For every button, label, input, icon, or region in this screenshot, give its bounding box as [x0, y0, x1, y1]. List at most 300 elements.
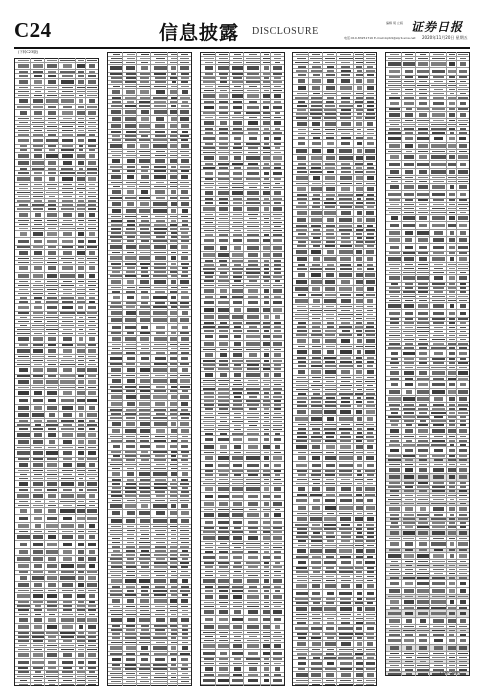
table-cell: [180, 332, 189, 334]
table-cell: [35, 614, 42, 616]
table-cell: [433, 343, 444, 345]
table-column-rule: [30, 58, 31, 686]
table-cell: [449, 424, 455, 426]
table-cell: [312, 339, 320, 343]
table-cell: [339, 506, 353, 510]
table-cell: [298, 657, 306, 659]
table-cell: [434, 459, 443, 461]
table-cell: [232, 479, 244, 481]
table-cell: [311, 405, 322, 407]
table-cell: [403, 397, 415, 401]
table-cell: [205, 521, 213, 525]
table-cell: [140, 73, 150, 75]
table-cell: [326, 314, 334, 316]
table-cell: [113, 455, 120, 457]
table-cell: [89, 262, 95, 264]
table-cell: [433, 482, 445, 484]
table-cell: [127, 526, 134, 528]
table-cell: [367, 627, 374, 631]
table-cell: [460, 582, 466, 586]
table-cell: [366, 622, 375, 624]
table-cell: [367, 74, 374, 76]
table-cell: [204, 513, 214, 517]
table-cell: [273, 425, 283, 427]
table-cell: [61, 649, 74, 651]
table-cell: [204, 417, 214, 419]
table-cell: [357, 607, 362, 611]
table-cell: [182, 646, 188, 650]
table-cell: [156, 542, 165, 544]
table-cell: [449, 58, 454, 60]
table-cell: [366, 62, 375, 64]
table-cell: [111, 182, 122, 184]
table-cell: [263, 400, 270, 402]
table-cell: [78, 645, 83, 647]
table-cell: [246, 452, 261, 454]
table-cell: [180, 538, 189, 540]
table-cell: [88, 680, 97, 682]
table-cell: [218, 579, 229, 583]
table-cell: [205, 667, 213, 671]
table-cell: [155, 124, 165, 128]
table-cell: [126, 209, 136, 213]
table-cell: [342, 330, 350, 332]
table-cell: [341, 424, 350, 426]
table-cell: [340, 350, 352, 354]
table-cell: [389, 339, 399, 341]
table-cell: [296, 280, 308, 284]
table-cell: [33, 494, 44, 498]
table-cell: [391, 367, 399, 369]
table-cell: [341, 70, 351, 72]
table-cell: [48, 640, 56, 642]
table-cell: [263, 285, 270, 287]
table-cell: [19, 71, 27, 73]
table-cell: [274, 296, 280, 298]
table-cell: [140, 375, 149, 377]
table-cell: [311, 163, 322, 165]
table-cell: [274, 464, 282, 468]
table-cell: [234, 610, 242, 614]
table-cell: [341, 187, 350, 191]
table-cell: [391, 383, 399, 387]
table-cell: [140, 637, 150, 639]
table-cell: [62, 139, 73, 143]
table-cell: [125, 275, 137, 277]
table-cell: [170, 500, 177, 502]
table-cell: [48, 349, 56, 353]
table-row: [293, 516, 376, 523]
table-cell: [419, 646, 427, 650]
table-cell: [79, 667, 84, 669]
table-cell: [62, 266, 73, 270]
table-cell: [78, 60, 84, 62]
table-cell: [141, 658, 148, 662]
table-cell: [298, 202, 306, 204]
table-cell: [88, 126, 95, 128]
table-cell: [367, 357, 374, 359]
table-cell: [433, 554, 444, 558]
table-cell: [311, 607, 322, 611]
table-cell: [48, 428, 55, 430]
table-cell: [273, 602, 282, 604]
table-cell: [126, 390, 135, 392]
table-cell: [356, 571, 362, 573]
table-cell: [274, 218, 282, 220]
table-cell: [79, 337, 84, 341]
table-cell: [154, 337, 167, 341]
table-cell: [18, 285, 30, 287]
table-cell: [312, 346, 321, 348]
table-cell: [417, 495, 428, 497]
table-cell: [405, 58, 414, 60]
table-cell: [155, 685, 166, 686]
table-cell: [182, 633, 188, 635]
table-cell: [46, 154, 57, 158]
table-cell: [33, 557, 44, 561]
table-row: [15, 160, 98, 167]
table-cell: [87, 168, 96, 170]
table-column-rule: [353, 52, 354, 686]
table-cell: [449, 312, 455, 316]
table-cell: [264, 77, 270, 79]
table-cell: [154, 54, 167, 56]
table-cell: [312, 330, 321, 332]
table-row: [201, 594, 284, 601]
table-cell: [365, 241, 375, 243]
table-cell: [33, 262, 43, 264]
table-cell: [458, 170, 468, 174]
table-cell: [232, 388, 244, 390]
table-cell: [218, 152, 228, 154]
table-cell: [449, 475, 455, 479]
table-cell: [273, 679, 281, 683]
table-cell: [366, 397, 374, 399]
table-cell: [389, 312, 400, 316]
table-cell: [141, 575, 149, 577]
table-cell: [125, 110, 137, 114]
table-cell: [126, 228, 135, 230]
table-cell: [327, 618, 334, 620]
table-cell: [127, 542, 134, 544]
table-cell: [247, 606, 259, 608]
table-cell: [312, 306, 320, 308]
table-cell: [219, 54, 227, 56]
table-cell: [389, 144, 399, 148]
table-cell: [33, 458, 43, 460]
table-cell: [274, 470, 280, 472]
table-cell: [247, 640, 258, 642]
table-cell: [449, 113, 455, 117]
table-cell: [18, 293, 30, 295]
table-cell: [324, 93, 336, 95]
table-cell: [48, 505, 56, 507]
table-cell: [127, 240, 134, 242]
table-cell: [47, 609, 57, 611]
table-cell: [126, 436, 135, 438]
table-cell: [141, 296, 149, 300]
table-cell: [298, 540, 306, 542]
table-cell: [434, 352, 442, 356]
table-cell: [170, 625, 177, 627]
table-cell: [182, 224, 188, 226]
table-cell: [140, 90, 149, 94]
table-cell: [88, 684, 96, 686]
table-row: [108, 401, 191, 408]
table-cell: [126, 629, 135, 631]
table-row: [293, 497, 376, 504]
table-cell: [181, 216, 188, 218]
table-cell: [339, 156, 353, 160]
table-row: [15, 79, 98, 86]
table-cell: [313, 532, 320, 534]
table-cell: [19, 517, 29, 521]
table-cell: [297, 350, 307, 354]
table-cell: [366, 202, 375, 204]
table-cell: [48, 71, 56, 73]
table-row: [293, 444, 376, 451]
table-cell: [248, 536, 257, 540]
table-cell: [77, 111, 84, 115]
table-cell: [404, 322, 414, 324]
table-cell: [180, 413, 190, 415]
table-row: [15, 462, 98, 469]
table-cell: [458, 97, 468, 99]
table-cell: [339, 637, 352, 639]
table-cell: [141, 170, 148, 172]
table-cell: [403, 408, 414, 410]
table-cell: [312, 357, 321, 359]
table-cell: [418, 268, 428, 270]
table-row: [293, 590, 376, 597]
table-cell: [406, 646, 413, 650]
table-cell: [449, 89, 454, 91]
table-cell: [153, 275, 168, 277]
table-row: [386, 381, 469, 388]
table-row: [15, 659, 98, 666]
table-cell: [19, 80, 27, 84]
table-cell: [264, 479, 270, 481]
table-cell: [219, 663, 229, 665]
table-cell: [325, 105, 335, 107]
table-cell: [274, 272, 280, 274]
table-cell: [63, 64, 72, 68]
table-cell: [404, 404, 413, 406]
table-cell: [181, 417, 189, 419]
table-cell: [89, 266, 95, 270]
table-cell: [449, 449, 455, 453]
table-cell: [153, 306, 167, 308]
table-cell: [366, 54, 375, 56]
table-cell: [171, 287, 177, 289]
table-cell: [390, 665, 398, 667]
table-cell: [418, 612, 427, 616]
table-cell: [203, 380, 216, 382]
table-cell: [449, 412, 455, 414]
table-cell: [78, 458, 83, 460]
table-cell: [232, 590, 244, 592]
table-cell: [139, 256, 151, 260]
table-cell: [234, 636, 241, 638]
table-cell: [247, 433, 259, 435]
table-cell: [449, 318, 455, 320]
table-cell: [125, 429, 136, 433]
table-cell: [433, 634, 444, 636]
table-cell: [220, 421, 228, 423]
table-row: [15, 481, 98, 488]
table-cell: [234, 230, 242, 232]
table-cell: [249, 218, 258, 220]
table-cell: [180, 58, 189, 60]
table-cell: [171, 586, 177, 588]
table-cell: [417, 444, 429, 446]
table-cell: [311, 662, 322, 666]
table-cell: [233, 62, 242, 64]
table-cell: [46, 192, 58, 194]
table-cell: [140, 228, 149, 230]
table-cell: [325, 361, 335, 363]
table-cell: [205, 413, 213, 415]
table-row: [201, 578, 284, 585]
table-cell: [388, 177, 400, 179]
table-cell: [78, 550, 84, 554]
table-cell: [180, 375, 190, 377]
table-cell: [171, 73, 176, 75]
table-cell: [325, 287, 335, 291]
table-cell: [449, 612, 455, 616]
table-cell: [233, 234, 242, 236]
table-cell: [34, 517, 42, 521]
table-cell: [155, 402, 165, 406]
table-cell: [87, 649, 97, 651]
table-cell: [181, 352, 189, 354]
table-cell: [248, 214, 258, 216]
table-cell: [356, 306, 363, 308]
table-cell: [339, 218, 352, 222]
table-cell: [356, 299, 363, 303]
table-cell: [125, 139, 137, 141]
table-cell: [325, 571, 336, 573]
table-cell: [249, 586, 258, 588]
table-cell: [340, 389, 351, 391]
table-cell: [87, 413, 96, 417]
table-cell: [273, 239, 281, 243]
table-cell: [367, 528, 374, 530]
table-cell: [232, 187, 243, 189]
table-cell: [218, 86, 229, 88]
table-cell: [356, 487, 362, 491]
table-cell: [126, 62, 135, 64]
table-cell: [458, 181, 468, 183]
table-cell: [327, 264, 334, 266]
table-cell: [155, 550, 166, 552]
table-cell: [218, 547, 229, 549]
table-cell: [366, 218, 375, 222]
table-cell: [78, 406, 84, 410]
table-cell: [204, 322, 214, 324]
table-cell: [60, 375, 75, 377]
table-cell: [88, 356, 96, 358]
table-cell: [110, 653, 123, 655]
table-cell: [246, 479, 260, 481]
table-cell: [111, 629, 122, 631]
table-cell: [139, 287, 151, 289]
table-cell: [88, 325, 96, 327]
table-cell: [460, 283, 467, 285]
table-cell: [171, 117, 177, 121]
table-cell: [246, 487, 261, 491]
table-cell: [205, 143, 214, 145]
table-cell: [275, 474, 281, 476]
table-cell: [112, 209, 121, 213]
table-cell: [274, 495, 280, 499]
table-cell: [389, 335, 401, 337]
table-cell: [204, 264, 215, 266]
table-cell: [459, 538, 466, 540]
table-cell: [18, 413, 29, 417]
table-cell: [324, 428, 336, 430]
table-cell: [367, 93, 374, 95]
table-cell: [141, 646, 148, 650]
table-cell: [219, 590, 229, 592]
table-cell: [78, 75, 85, 77]
table-cell: [139, 197, 151, 199]
table-cell: [247, 276, 258, 278]
table-cell: [205, 543, 214, 545]
table-cell: [248, 521, 258, 525]
table-cell: [112, 117, 121, 121]
table-row: [15, 412, 98, 419]
table-cell: [264, 54, 269, 56]
table-cell: [218, 438, 229, 442]
table-cell: [182, 579, 188, 583]
table-cell: [87, 424, 96, 426]
table-cell: [325, 545, 336, 547]
table-cell: [356, 452, 363, 454]
table-cell: [219, 330, 227, 332]
table-row: [293, 155, 376, 162]
table-cell: [275, 280, 281, 282]
table-row: [386, 303, 469, 310]
table-cell: [448, 561, 455, 563]
table-cell: [153, 504, 167, 508]
table-cell: [263, 239, 270, 243]
table-cell: [296, 389, 308, 391]
table-cell: [154, 653, 167, 655]
table-cell: [311, 70, 322, 72]
table-cell: [156, 220, 165, 222]
table-cell: [460, 619, 466, 623]
table-cell: [154, 459, 166, 461]
table-cell: [78, 571, 84, 573]
table-cell: [140, 554, 150, 556]
table-cell: [295, 287, 308, 291]
table-cell: [111, 526, 121, 528]
table-cell: [274, 121, 281, 125]
table-cell: [19, 482, 28, 486]
table-cell: [341, 339, 350, 343]
table-cell: [203, 388, 215, 390]
table-cell: [233, 207, 242, 211]
table-cell: [339, 334, 352, 336]
table-cell: [113, 186, 120, 188]
table-cell: [357, 365, 362, 367]
table-cell: [63, 609, 72, 611]
table-cell: [234, 425, 242, 427]
table-cell: [274, 685, 282, 686]
table-cell: [47, 60, 56, 62]
table-cell: [263, 246, 270, 250]
